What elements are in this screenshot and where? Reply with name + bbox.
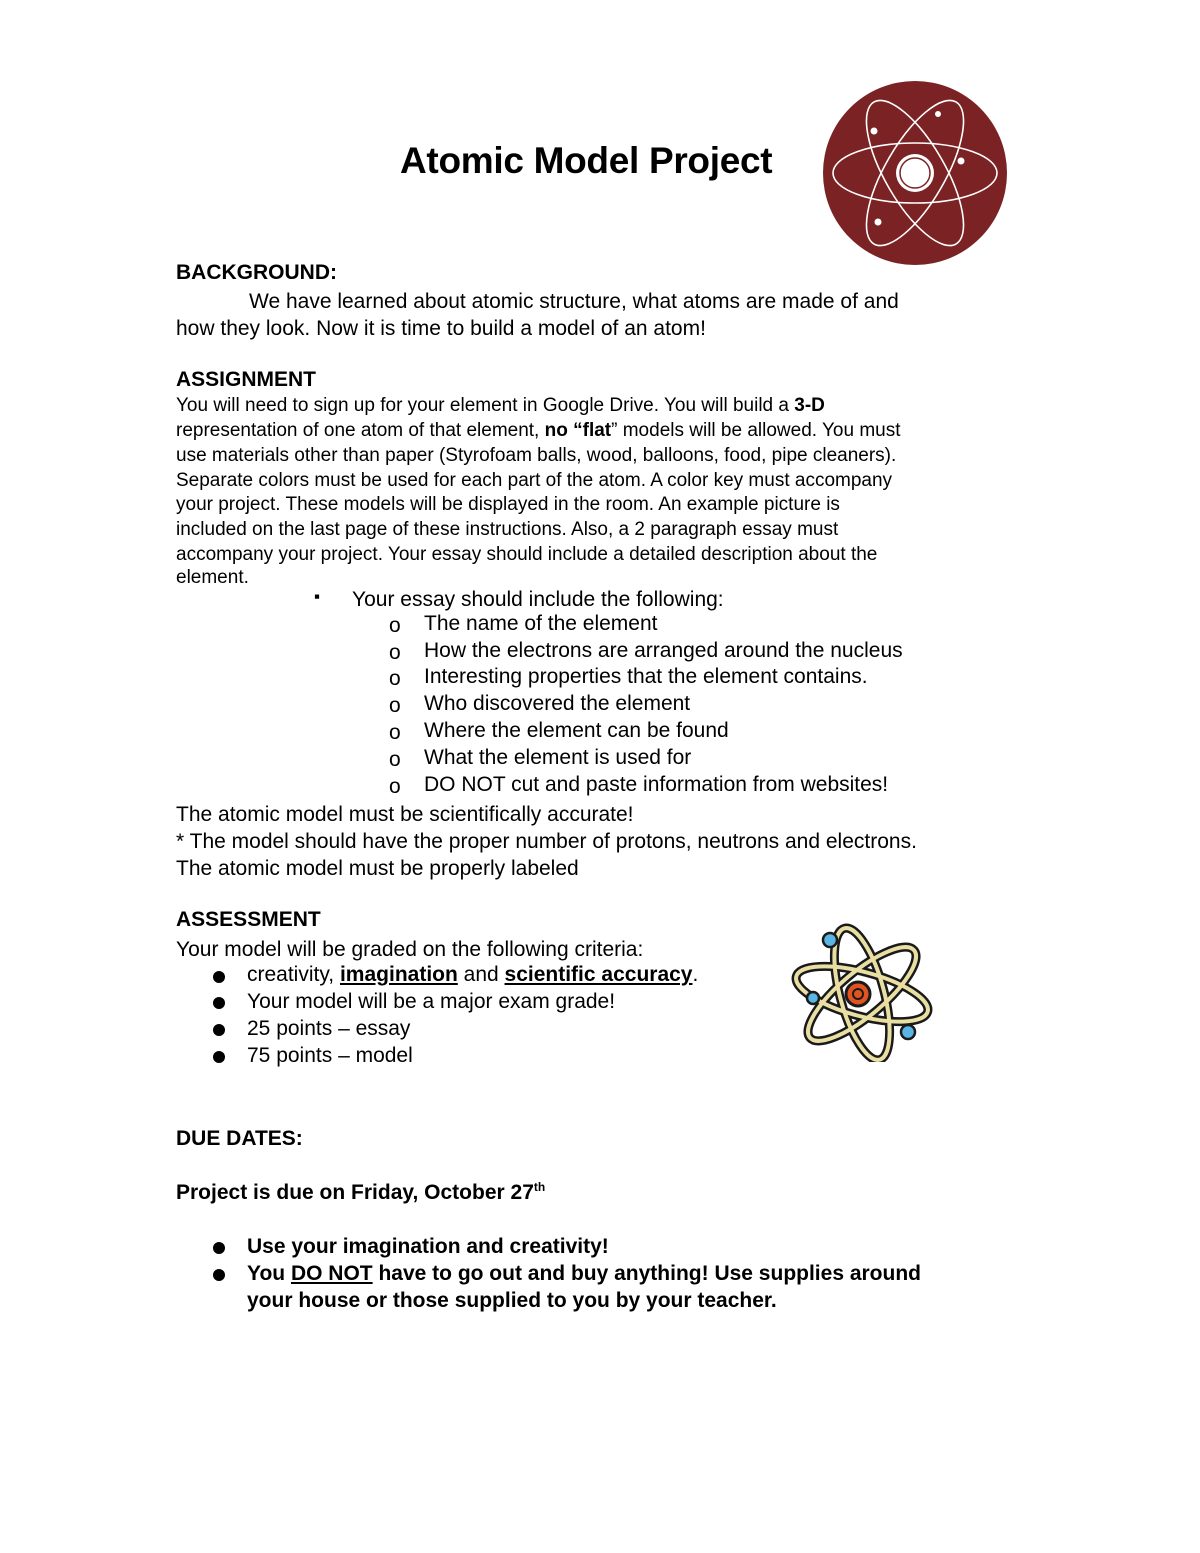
circle-bullet-icon: o [389,694,401,717]
assignment-text: Your essay should include a detailed description about the [383,544,878,565]
circle-bullet-icon: o [389,775,401,798]
due-dates-heading: DUE DATES: [176,1127,303,1150]
due-bullet: Use your imagination and creativity! [247,1235,609,1258]
assessment-text: creativity, [247,963,340,986]
essay-item: Where the element can be found [424,719,729,742]
essay-bullet-text: Your essay should include the following: [352,588,724,611]
bullet-dot-icon [213,971,225,983]
background-text-line1: We have learned about atomic structure, what atoms are made of and [249,290,899,313]
due-bullet [247,1262,921,1286]
background-text-line2: how they look. Now it is time to build a model of an atom! [176,317,706,340]
assessment-item: 75 points – model [247,1044,413,1067]
assessment-intro: Your model will be graded on the following criteria: [176,938,644,961]
due-text: have to go out and buy anything! Use supplies around [372,1262,921,1285]
due-emphasis: DO NOT [290,1262,373,1285]
bullet-dot-icon [213,1269,225,1281]
essay-item: DO NOT cut and paste information from websites! [424,773,889,796]
assignment-line [176,419,901,444]
assignment-text: representation of one atom of that element, [176,420,545,441]
square-bullet-icon: ▪ [314,587,321,606]
circle-bullet-icon: o [389,748,401,771]
due-date-text [176,1181,545,1205]
assessment-item [247,963,698,987]
assignment-text: You will need to sign up for your element in Google Drive [176,395,654,416]
assignment-text: accompany your project. [176,544,383,565]
bullet-dot-icon [213,1024,225,1036]
assessment-text: . [692,963,699,986]
assessment-emphasis: imagination [339,963,458,986]
particles-note: * The model should have the proper number of protons, neutrons and electrons. [176,830,917,853]
assessment-item: Your model will be a major exam grade! [247,990,616,1013]
assignment-line: element. [176,567,249,588]
bullet-dot-icon [213,1051,225,1063]
background-heading: BACKGROUND: [176,261,337,284]
assignment-text: . You will build a [653,395,795,416]
circle-bullet-icon: o [389,641,401,664]
assignment-heading: ASSIGNMENT [176,368,317,391]
assignment-line [176,543,877,568]
assignment-text: You must [821,420,901,441]
assignment-text: your project. [176,494,281,515]
essay-item: Interesting properties that the element contains. [424,665,868,688]
assignment-line: use materials other than paper (Styrofoam balls, wood, balloons, food, pipe cleaners). [176,445,897,466]
assignment-emphasis: no “flat [544,420,612,441]
assignment-line: included on the last page of these instructions. Also, a 2 paragraph essay must [176,519,839,540]
due-bullet-continuation: your house or those supplied to you by your teacher. [247,1289,777,1312]
essay-item: What the element is used for [424,746,692,769]
essay-item: Who discovered the element [424,692,691,715]
assignment-line: Separate colors must be used for each part of the atom. A color key must accompany [176,470,893,491]
bullet-dot-icon [213,997,225,1009]
atom-illustration-icon [790,922,950,1062]
assessment-item: 25 points – essay [247,1017,411,1040]
due-date-main: Project is due on Friday, October 27 [176,1181,534,1204]
assignment-emphasis: 3-D [794,395,825,416]
atom-logo-icon [818,76,1012,270]
assignment-text: These models will be displayed in the room. An example picture is [280,494,840,515]
essay-item: How the electrons are arranged around the nucleus [424,639,903,662]
page-title: Atomic Model Project [400,140,773,181]
due-text: You [247,1262,291,1285]
bullet-dot-icon [213,1242,225,1254]
assessment-heading: ASSESSMENT [176,908,321,931]
assessment-text: and [457,963,505,986]
circle-bullet-icon: o [389,721,401,744]
assignment-line [176,493,840,518]
circle-bullet-icon: o [389,667,401,690]
assessment-emphasis: scientific accuracy [504,963,693,986]
labeling-note: The atomic model must be properly labeled [176,857,579,880]
essay-item: The name of the element [424,612,658,635]
circle-bullet-icon: o [389,614,401,637]
due-date-suffix: th [533,1180,546,1194]
accuracy-note: The atomic model must be scientifically accurate! [176,803,634,826]
assignment-line [176,394,825,419]
assignment-text: ” models will be allowed. [611,420,822,441]
